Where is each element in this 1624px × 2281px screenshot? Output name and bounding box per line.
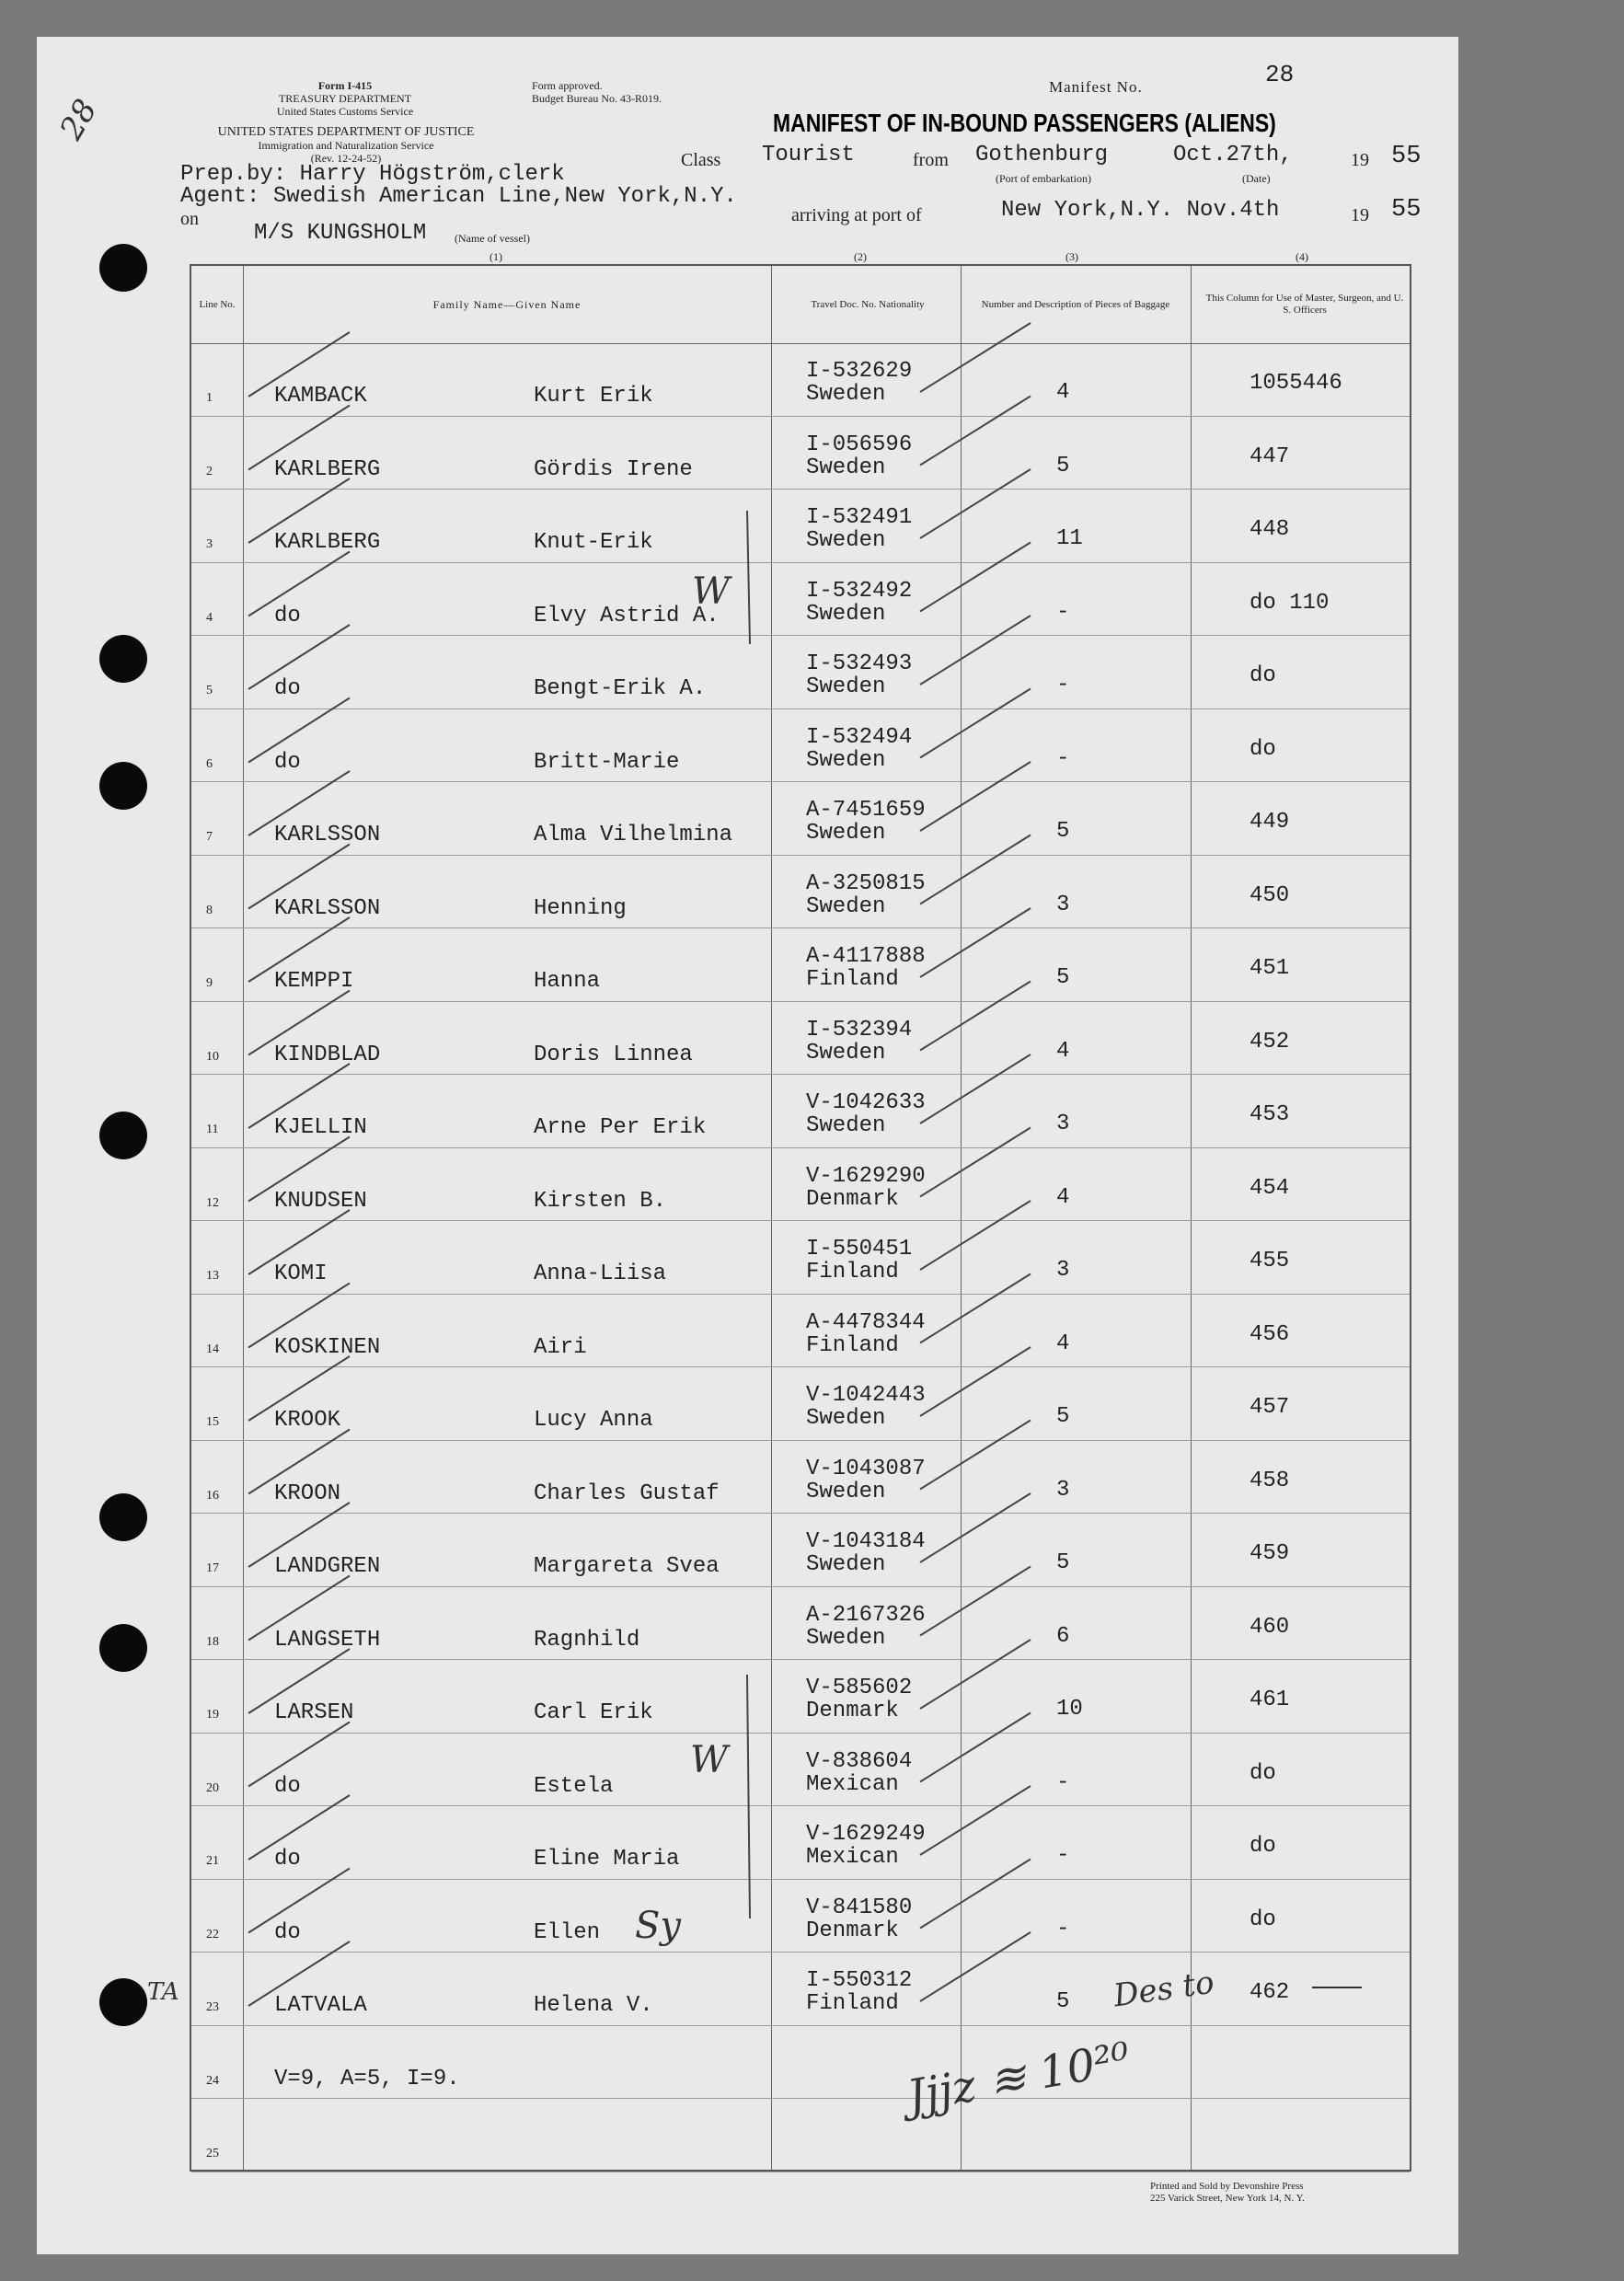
check-tick [920,616,1031,685]
check-tick [248,845,350,909]
printer-imprint [1150,2181,1305,2205]
baggage-count: 4 [1056,1184,1070,1210]
handwritten-margin-note: 28 [52,93,105,146]
given-name: Alma Vilhelmina [534,823,733,847]
printer-line-1: Printed and Sold by Devonshire Press [1150,2181,1304,2192]
travel-doc-number: A-3250815 [806,870,926,896]
handwritten-note: Des to [1111,1964,1217,2015]
family-name: KARLSSON [274,823,381,847]
officer-number: do 110 [1250,590,1330,616]
check-tick [248,1356,350,1421]
given-name: Helena V. [534,1993,653,2018]
given-name: Anna-Liisa [534,1261,667,1286]
officer-number: do [1250,663,1276,688]
family-name: do [274,603,301,628]
travel-doc-number: I-550451 [806,1237,913,1261]
check-tick [920,1932,1031,2001]
check-tick [920,1860,1031,1929]
given-name: Charles Gustaf [534,1480,720,1506]
ins-service: Immigration and Naturalization Service [258,139,434,152]
travel-doc-number: I-056596 [806,432,913,457]
on-label: on [180,209,199,229]
check-tick [248,1869,350,1933]
line-number: 9 [206,976,213,990]
officer-number: 447 [1250,444,1290,469]
check-tick [248,1722,350,1787]
family-name: V=9, A=5, I=9. [274,2066,460,2091]
check-tick [248,771,350,835]
officer-number: do [1250,1907,1276,1932]
officer-number: 449 [1250,810,1290,835]
header-line-no: Line No. [199,298,236,310]
check-tick [920,982,1031,1051]
check-tick [248,332,350,397]
budget-text: Budget Bureau No. 43-R019. [532,92,662,105]
check-tick [248,1137,350,1202]
customs-service: United States Customs Service [276,105,414,118]
check-tick [920,1640,1031,1709]
check-tick [248,1064,350,1128]
family-name: KROON [274,1480,341,1506]
travel-doc-number: V-841580 [806,1895,913,1920]
baggage-count: 5 [1056,1550,1070,1575]
justice-dept: UNITED STATES DEPARTMENT OF JUSTICE [217,125,475,139]
check-tick [248,698,350,763]
arriving-label: arriving at port of [791,205,922,225]
header-baggage: Number and Description of Pieces of Baggage [981,298,1170,310]
vessel-name: M/S KUNGSHOLM [254,221,427,246]
given-name: Arne Per Erik [534,1115,707,1140]
year-1: 55 [1391,143,1422,170]
check-tick [920,397,1031,466]
baggage-count: 3 [1056,892,1070,917]
embarkation-caption: (Port of embarkation) [996,172,1091,185]
check-tick [920,1054,1031,1123]
officer-number: 455 [1250,1249,1290,1273]
nationality: Denmark [806,1186,899,1212]
check-tick [920,908,1031,977]
travel-doc-number: V-1042443 [806,1383,926,1408]
family-name: KJELLIN [274,1115,367,1140]
revision: (Rev. 12-24-52) [310,152,382,165]
baggage-count: 5 [1056,819,1070,844]
check-tick [920,1786,1031,1855]
nationality: Sweden [806,1406,886,1431]
family-name: KINDBLAD [274,1042,381,1067]
family-name: do [274,749,301,775]
travel-doc-number: I-550312 [806,1968,913,1993]
family-name: KNUDSEN [274,1188,367,1214]
col-number-3: (3) [1065,250,1078,263]
officer-number: 462 [1250,1980,1290,2005]
baggage-count: 3 [1056,1477,1070,1503]
baggage-count: - [1056,599,1070,625]
travel-doc-number: A-2167326 [806,1602,926,1628]
travel-doc-number: V-838604 [806,1748,913,1774]
year-2: 55 [1391,196,1422,224]
nationality: Finland [806,967,899,992]
nationality: Sweden [806,747,886,773]
col-number-2: (2) [854,250,867,263]
page-title: MANIFEST OF IN-BOUND PASSENGERS (ALIENS) [773,109,1276,137]
year-prefix-1: 19 [1351,150,1369,170]
departure-date: Oct.27th, [1173,143,1293,167]
family-name: LANDGREN [274,1554,381,1579]
nationality: Sweden [806,1479,886,1504]
header-name: Family Name—Given Name [432,297,582,311]
check-tick [248,552,350,616]
line-number: 6 [206,756,213,771]
officer-number: do [1250,1834,1276,1859]
family-name: LARSEN [274,1700,354,1725]
check-tick [248,1503,350,1567]
check-tick [248,478,350,543]
year-prefix-2: 19 [1351,205,1369,225]
handwritten-signature: Jjjz ≋ 10²⁰ [903,2033,1134,2123]
travel-doc-number: A-4478344 [806,1309,926,1335]
check-tick [248,1941,350,2006]
line-number: 22 [206,1927,219,1941]
check-tick [920,323,1031,392]
line-number: 15 [206,1415,219,1429]
line-number: 10 [206,1049,219,1064]
nationality: Denmark [806,1699,899,1723]
check-tick [920,689,1031,758]
line-number: 5 [206,684,213,697]
family-name: LANGSETH [274,1627,381,1653]
given-name: Lucy Anna [534,1408,653,1433]
check-tick [248,1795,350,1860]
nationality: Sweden [806,1552,886,1577]
nationality: Denmark [806,1918,899,1943]
given-name: Kirsten B. [534,1188,667,1214]
check-tick [248,991,350,1055]
baggage-count: 10 [1056,1697,1083,1722]
given-name: Estela [534,1773,614,1799]
check-tick [920,1421,1031,1490]
col-number-1: (1) [490,250,502,263]
printer-line-2: 225 Varick Street, New York 14, N. Y. [1150,2193,1305,2204]
baggage-count: 4 [1056,1331,1070,1356]
nationality: Sweden [806,455,886,480]
line-number: 8 [206,903,213,917]
given-name: Eline Maria [534,1847,680,1872]
date-caption: (Date) [1242,172,1271,185]
travel-doc-number: A-7451659 [806,798,926,823]
given-name: Ellen [534,1919,601,1945]
manifest-number-label: Manifest No. [1049,78,1143,96]
travel-doc-number: I-532491 [806,505,913,530]
baggage-count: 4 [1056,380,1070,405]
line-number: 7 [206,830,213,844]
travel-doc-number: V-1629290 [806,1163,926,1189]
line-number: 25 [206,2147,219,2160]
travel-doc-number: I-532629 [806,359,913,384]
line-number: 1 [206,391,213,405]
travel-doc-number: A-4117888 [806,944,926,969]
check-tick [920,835,1031,904]
given-name: Britt-Marie [534,749,680,775]
line-number: 13 [206,1269,219,1283]
baggage-count: 5 [1056,1989,1070,2014]
family-name: do [274,1919,301,1945]
travel-doc-number: I-532492 [806,578,913,604]
handwritten-mark: W [692,570,731,613]
baggage-count: - [1056,673,1070,697]
class-value: Tourist [762,143,855,167]
officer-number: 450 [1250,882,1290,908]
line-number: 23 [206,2000,219,2014]
baggage-count: - [1056,745,1070,771]
travel-doc-number: V-1043087 [806,1456,926,1481]
department: TREASURY DEPARTMENT [278,92,412,105]
manifest-number: 28 [1265,61,1295,88]
line-number: 19 [206,1708,219,1722]
baggage-count: 6 [1056,1623,1070,1649]
family-name: KARLBERG [274,456,381,482]
check-tick [248,1649,350,1713]
header-officers: This Column for Use of Master, Surgeon, and U. S. Officers [1205,293,1404,316]
baggage-count: - [1056,1916,1070,1941]
given-name: Hanna [534,969,601,994]
check-tick [920,543,1031,612]
family-name: do [274,1847,301,1872]
travel-doc-number: I-532493 [806,651,913,676]
family-name: KOMI [274,1261,328,1286]
nationality: Sweden [806,674,886,699]
arrival-port-date: New York,N.Y. Nov.4th [1001,198,1280,223]
check-tick [248,1430,350,1494]
travel-doc-number: I-532494 [806,724,913,750]
given-name: Doris Linnea [534,1042,693,1067]
given-name: Margareta Svea [534,1554,720,1579]
baggage-count: 5 [1056,453,1070,478]
travel-doc-number: V-585602 [806,1676,913,1700]
nationality: Sweden [806,1625,886,1651]
check-tick [920,1567,1031,1636]
family-name: KARLSSON [274,895,381,921]
officer-number: 457 [1250,1395,1290,1420]
line-number: 3 [206,537,213,551]
nationality: Sweden [806,382,886,407]
check-tick [920,1274,1031,1343]
check-tick [248,1210,350,1274]
family-name: KARLBERG [274,530,381,555]
nationality: Mexican [806,1771,899,1797]
officer-number: do [1250,736,1276,762]
officer-number: 456 [1250,1321,1290,1347]
given-name: Bengt-Erik A. [534,676,707,701]
given-name: Carl Erik [534,1700,653,1725]
check-tick [920,1493,1031,1562]
line-number: 21 [206,1854,219,1868]
nationality: Finland [806,1332,899,1358]
line-number: 4 [206,610,213,625]
baggage-count: 4 [1056,1038,1070,1064]
given-name: Gördis Irene [534,456,693,482]
from-label: from [913,150,949,170]
given-name: Knut-Erik [534,530,653,555]
line-number: 24 [206,2073,219,2088]
officer-number: 459 [1250,1541,1290,1566]
check-tick [248,406,350,470]
officer-number: 458 [1250,1468,1290,1493]
agent: Agent: Swedish American Line,New York,N.Y. [180,184,737,209]
nationality: Sweden [806,1113,886,1138]
family-name: KAMBACK [274,384,367,409]
nationality: Sweden [806,821,886,846]
family-name: KOSKINEN [274,1334,381,1360]
nationality: Sweden [806,528,886,553]
col-number-4: (4) [1296,250,1308,263]
officer-number: do [1250,1760,1276,1786]
check-tick [248,917,350,982]
given-name: Elvy Astrid A. [534,603,720,628]
travel-doc-number: V-1042633 [806,1090,926,1115]
check-tick [920,1128,1031,1197]
class-label: Class [681,150,721,170]
officer-number: 454 [1250,1175,1290,1201]
baggage-count: 11 [1056,526,1083,551]
baggage-count: 5 [1056,965,1070,990]
officer-number: 448 [1250,517,1290,542]
officer-number: 453 [1250,1102,1290,1127]
nationality: Finland [806,1991,899,2016]
line-number: 12 [206,1195,219,1210]
line-number: 2 [206,464,213,478]
check-tick [920,1347,1031,1416]
check-tick [248,1576,350,1641]
baggage-count: 3 [1056,1258,1070,1283]
embarkation-port: Gothenburg [975,143,1109,167]
approval-text: Form approved. [532,79,603,92]
line-number: 20 [206,1780,219,1795]
family-name: KROOK [274,1408,341,1433]
handwritten-margin-note: TA [147,1978,179,2006]
officer-number: 452 [1250,1029,1290,1054]
check-tick [920,762,1031,831]
header-travel-doc: Travel Doc. No. Nationality [811,298,925,310]
baggage-count: 3 [1056,1112,1070,1136]
family-name: LATVALA [274,1993,367,2018]
handwritten-mark: Sy [635,1905,681,1947]
baggage-count: - [1056,1843,1070,1868]
family-name: KEMPPI [274,969,354,994]
check-tick [920,469,1031,538]
officer-number: 451 [1250,956,1290,981]
line-number: 18 [206,1634,219,1649]
officer-number: 1055446 [1250,371,1342,396]
check-tick [920,1201,1031,1270]
nationality: Sweden [806,893,886,919]
baggage-count: - [1056,1769,1070,1795]
line-number: 14 [206,1342,219,1356]
check-tick [920,1713,1031,1782]
travel-doc-number: I-532394 [806,1017,913,1043]
officer-number: 460 [1250,1614,1290,1640]
travel-doc-number: V-1043184 [806,1529,926,1554]
baggage-count: 5 [1056,1404,1070,1429]
family-name: do [274,676,301,701]
form-number: Form I-415 [317,79,373,92]
prepared-by: Prep.by: Harry Högström,clerk [180,162,565,187]
given-name: Kurt Erik [534,384,653,409]
check-tick [248,625,350,689]
line-number: 16 [206,1488,219,1503]
nationality: Sweden [806,601,886,627]
nationality: Finland [806,1260,899,1285]
given-name: Airi [534,1334,587,1360]
nationality: Mexican [806,1845,899,1870]
line-number: 17 [206,1561,219,1575]
given-name: Ragnhild [534,1627,640,1653]
family-name: do [274,1773,301,1799]
handwritten-mark: W [690,1739,729,1781]
check-tick [248,1284,350,1348]
nationality: Sweden [806,1040,886,1066]
officer-number: 461 [1250,1688,1290,1712]
vessel-caption: (Name of vessel) [455,232,530,245]
travel-doc-number: V-1629249 [806,1822,926,1847]
given-name: Henning [534,895,627,921]
line-number: 11 [206,1123,219,1136]
